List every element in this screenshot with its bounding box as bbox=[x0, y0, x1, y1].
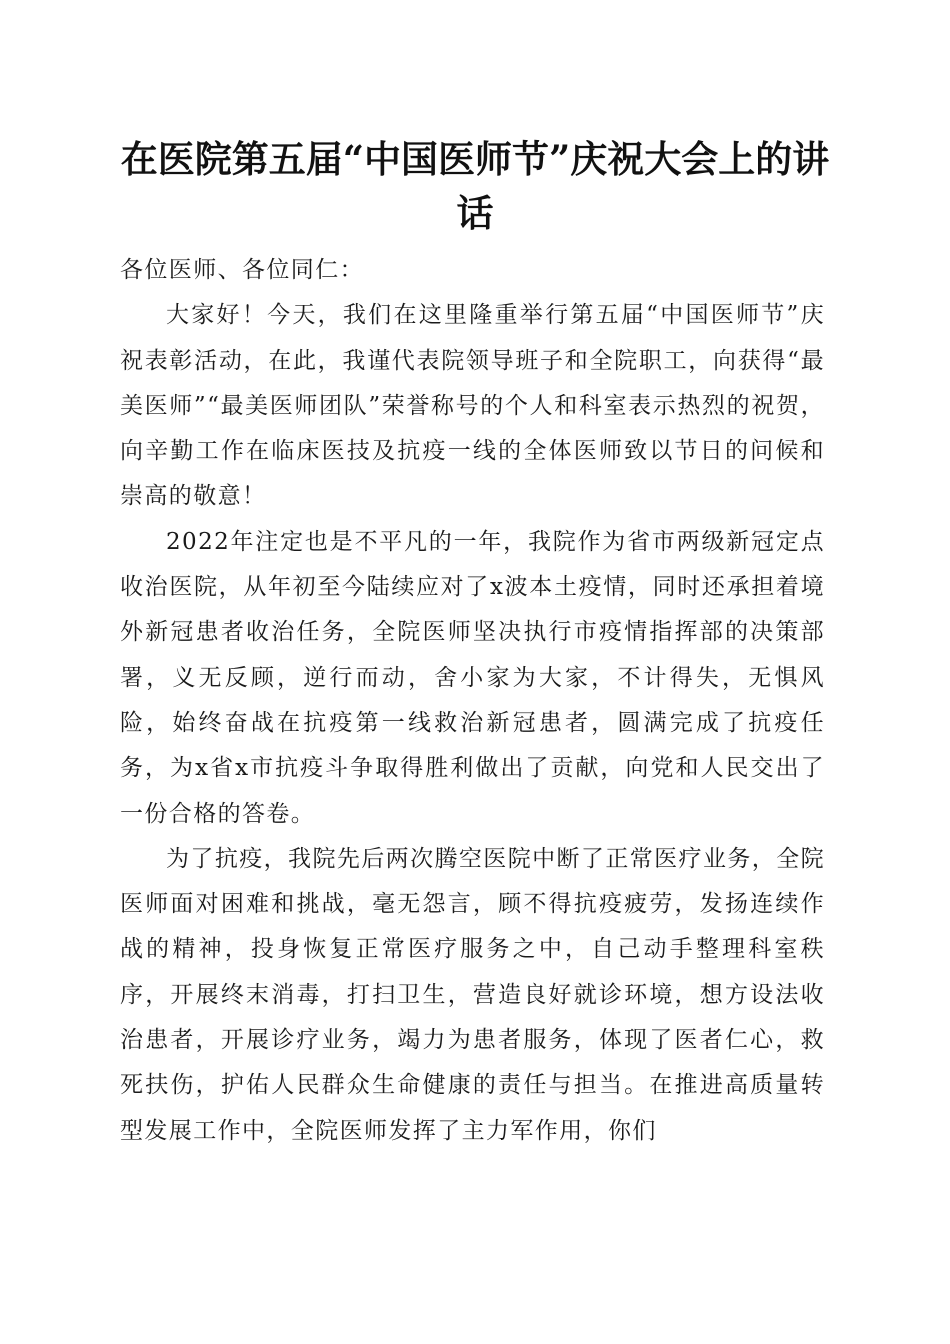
paragraph-anti-epidemic: 为了抗疫，我院先后两次腾空医院中断了正常医疗业务，全院医师面对困难和挑战，毫无怨言，顾不得抗疫疲劳，发扬连续作战的精神，投身恢复正常医疗服务之中，自己动手整理科室秩序，开展终末消毒，打扫卫生，营造良好就诊环境，想方设法收治患者，开展诊疗业务，竭力为患者服务，体现了医者仁心，救死扶伤，护佑人民群众生命健康的责任与担当。在推进高质量转型发展工作中，全院医师发挥了主力军作用，你们 bbox=[120, 845, 825, 1144]
paragraph-2022-review: 2022年注定也是不平凡的一年，我院作为省市两级新冠定点收治医院，从年初至今陆续应对了x波本土疫情，同时还承担着境外新冠患者收治任务，全院医师坚决执行市疫情指挥部的决策部署，义无反顾，逆行而动，舍小家为大家，不计得失，无惧风险，始终奋战在抗疫第一线救治新冠患者，圆满完成了抗疫任务，为x省x市抗疫斗争取得胜利做出了贡献，向党和人民交出了一份合格的答卷。 bbox=[120, 528, 825, 827]
salutation: 各位医师、各位同仁： bbox=[120, 257, 364, 283]
document-body bbox=[120, 248, 825, 1154]
paragraph-greeting: 大家好！今天，我们在这里隆重举行第五届“中国医师节”庆祝表彰活动，在此，我谨代表院领导班子和全院职工，向获得“最美医师”“最美医师团队”荣誉称号的个人和科室表示热烈的祝贺，向辛勤工作在临床医技及抗疫一线的全体医师致以节日的问候和崇高的敬意！ bbox=[120, 302, 825, 510]
document-title: 在医院第五届“中国医师节”庆祝大会上的讲话 bbox=[120, 137, 830, 235]
